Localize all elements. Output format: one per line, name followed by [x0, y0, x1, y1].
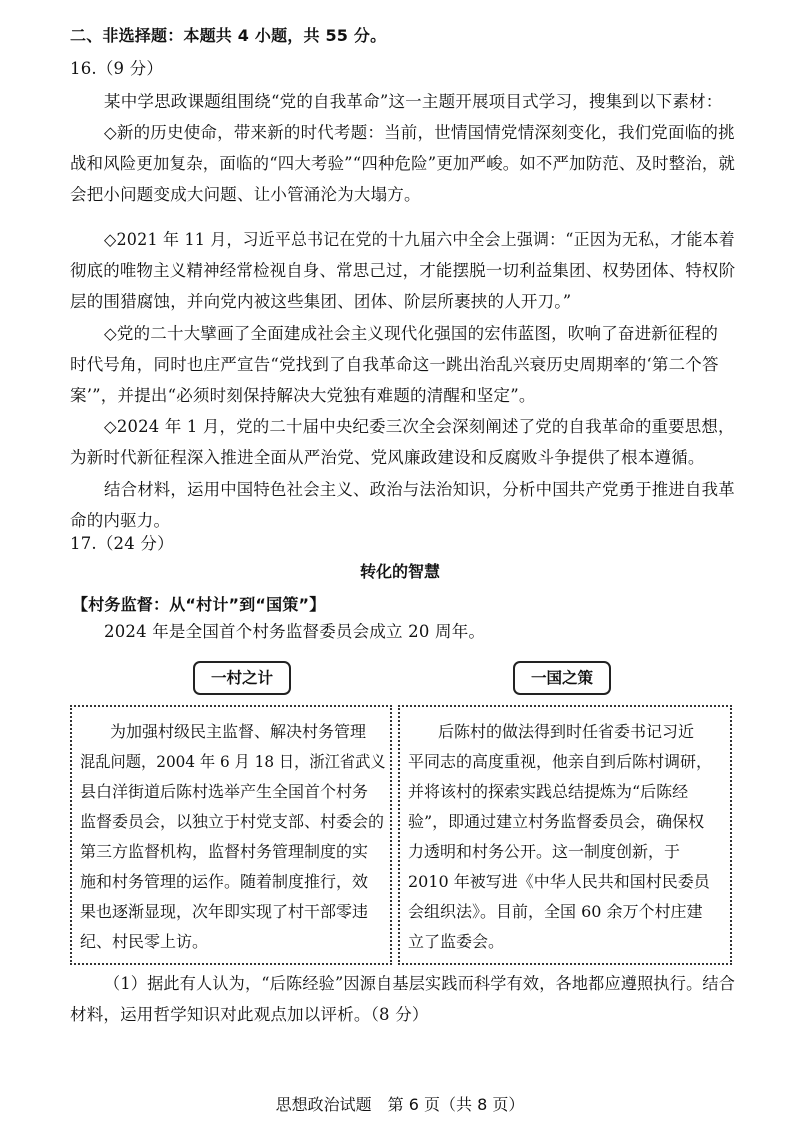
page-footer: 思想政治试题 第 6 页（共 8 页）	[275, 1095, 525, 1114]
left-box-line: 施和村务管理的运作。随着制度推行，效	[80, 872, 369, 891]
q16-line: 为新时代新征程深入推进全面从严治党、党风廉政建设和反腐败斗争提供了根本遵循。	[70, 448, 705, 467]
q17-title: 转化的智慧	[359, 562, 440, 581]
q16-line: ◇新的历史使命，带来新的时代考题：当前，世情国情党情深刻变化，我们党面临的挑	[104, 123, 735, 142]
right-box-line: 2010 年被写进《中华人民共和国村民委员	[408, 872, 710, 891]
q17-sub1-line: 材料，运用哲学知识对此观点加以评析。（8 分）	[70, 1005, 429, 1024]
right-box-line: 会组织法》。目前，全国 60 余万个村庄建	[408, 902, 703, 921]
left-box-line: 果也逐渐显现，次年即实现了村干部零违	[80, 902, 369, 921]
q16-line: 层的围猎腐蚀，并向党内被这些集团、团体、阶层所裹挟的人开刀。”	[70, 292, 572, 311]
label-one-nation: 一国之策	[513, 661, 611, 695]
q16-line: 会把小问题变成大问题、让小管涌沦为大塌方。	[70, 185, 421, 204]
q16-line: 结合材料，运用中国特色社会主义、政治与法治知识，分析中国共产党勇于推进自我革	[104, 480, 735, 499]
section-heading: 二、非选择题：本题共 4 小题，共 55 分。	[70, 26, 387, 45]
right-material-box	[398, 705, 732, 965]
left-box-line: 纪、村民零上访。	[80, 932, 209, 951]
q16-line: 命的内驱力。	[70, 511, 171, 530]
q17-subheading: 【村务监督：从“村计”到“国策”】	[72, 595, 326, 614]
right-box-line: 后陈村的做法得到时任省委书记习近	[438, 722, 695, 741]
right-box-line: 验”，即通过建立村务监督委员会，确保权	[408, 812, 705, 831]
q16-line: ◇2021 年 11 月，习近平总书记在党的十九届六中全会上强调：“正因为无私，才能本着	[104, 230, 735, 249]
right-box-line: 并将该村的探索实践总结提炼为“后陈经	[408, 782, 689, 801]
q16-line: 战和风险更加复杂，面临的“四大考验”“四种危险”更加严峻。如不严加防范、及时整治，就	[70, 154, 736, 173]
q16-line: ◇党的二十大擘画了全面建成社会主义现代化强国的宏伟蓝图，吹响了奋进新征程的	[104, 324, 719, 343]
left-box-line: 县白洋街道后陈村选举产生全国首个村务	[80, 782, 369, 801]
right-box-line: 平同志的高度重视，他亲自到后陈村调研，	[408, 752, 713, 771]
right-box-line: 立了监委会。	[408, 932, 505, 951]
left-box-line: 监督委员会，以独立于村党支部、村委会的	[80, 812, 385, 831]
label-one-village: 一村之计	[193, 661, 291, 695]
q16-line: ◇2024 年 1 月，党的二十届中央纪委三次全会深刻阐述了党的自我革命的重要思想，	[104, 417, 735, 436]
q17-sub1-line: （1）据此有人认为，“后陈经验”因源自基层实践而科学有效，各地都应遵照执行。结合	[104, 974, 736, 993]
left-material-box	[70, 705, 392, 965]
q16-line: 彻底的唯物主义精神经常检视自身、常思己过，才能摆脱一切利益集团、权势团体、特权阶	[70, 261, 736, 280]
q16-number: 16.（9 分）	[70, 59, 164, 78]
left-box-line: 混乱问题，2004 年 6 月 18 日，浙江省武义	[80, 752, 386, 771]
q17-number: 17.（24 分）	[70, 534, 174, 553]
q16-line: 时代号角，同时也庄严宣告“党找到了自我革命这一跳出治乱兴衰历史周期率的‘第二个答	[70, 355, 719, 374]
q16-line: 案’”，并提出“必须时刻保持解决大党独有难题的清醒和坚定”。	[70, 386, 536, 405]
q17-intro: 2024 年是全国首个村务监督委员会成立 20 周年。	[104, 622, 486, 641]
q16-line: 某中学思政课题组围绕“党的自我革命”这一主题开展项目式学习，搜集到以下素材：	[104, 92, 723, 111]
left-box-line: 为加强村级民主监督、解决村务管理	[110, 722, 367, 741]
left-box-line: 第三方监督机构，监督村务管理制度的实	[80, 842, 369, 861]
right-box-line: 力透明和村务公开。这一制度创新，于	[408, 842, 681, 861]
